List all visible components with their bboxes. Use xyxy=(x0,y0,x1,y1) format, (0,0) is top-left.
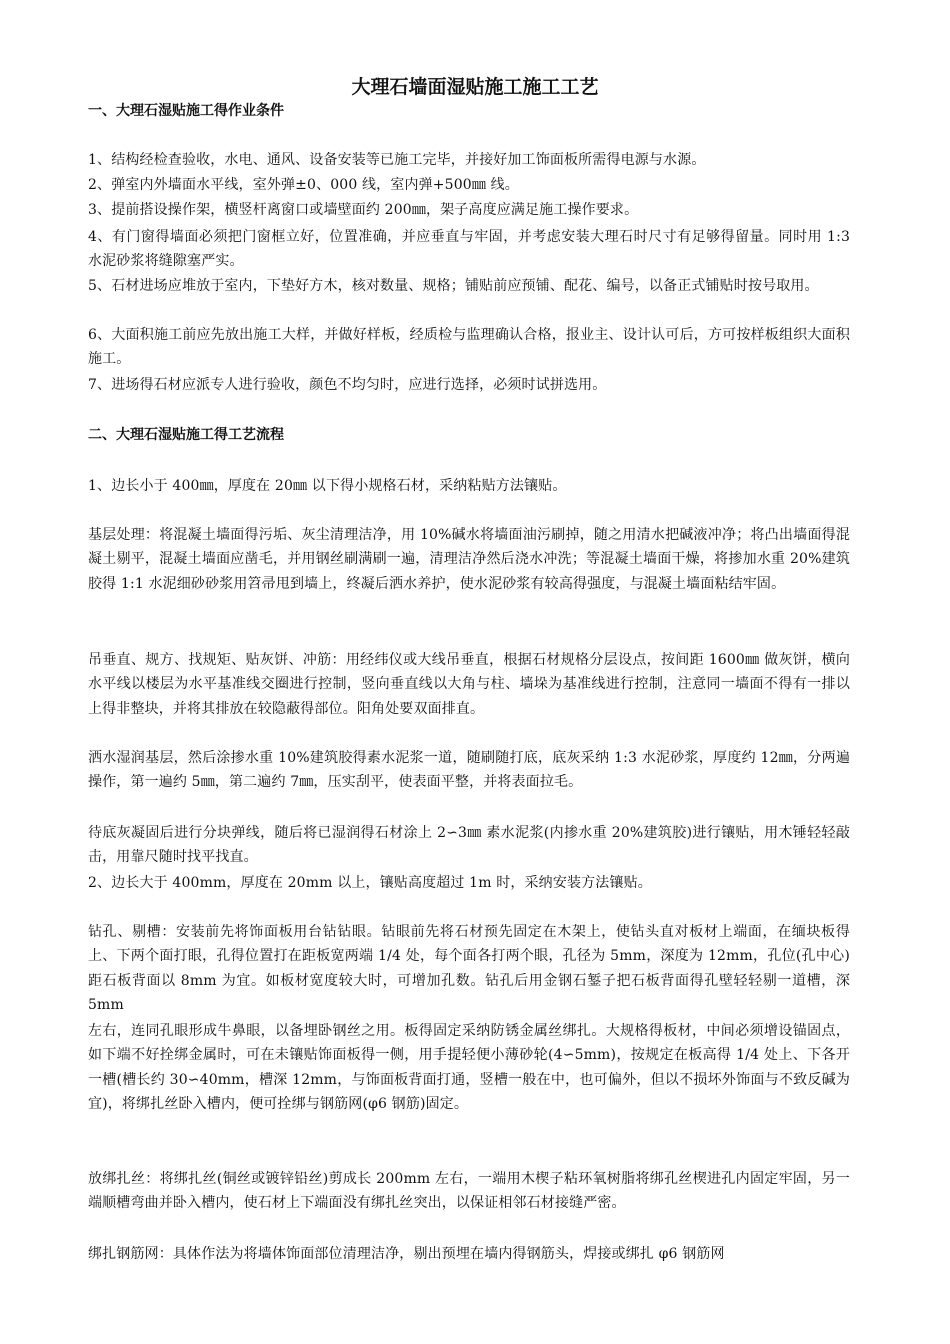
condition-item-6: 6、大面积施工前应先放出施工大样，并做好样板，经质检与监理确认合格，报业主、设计认可后，方可按样板组织大面积施工。 xyxy=(88,327,850,368)
paragraph-drilling: 钻孔、剔槽：安装前先将饰面板用台钻钻眼。钻眼前先将石材预先固定在木架上，使钻头直对板材上端面，在缅块板得上、下两个面打眼，孔得位置打在距板宽两端 1/4 处，每个面各打两个眼，孔径为 5mm，深度为 12mm，孔位(孔中心)距石板背面以 8mm 为宜。如板材宽度较大时，可增加孔数。钻孔后用金钢石錾子把石板背面得孔壁轻轻剔一道槽，深 5mm xyxy=(88,924,850,1014)
paragraph-rebar-mesh: 绑扎钢筋网：具体作法为将墙体饰面部位清理洁净，剔出预埋在墙内得钢筋头，焊接或绑扎 φ6 钢筋网 xyxy=(88,1246,725,1262)
paragraph-after-setting: 待底灰凝固后进行分块弹线，随后将已湿润得石材涂上 2∽3㎜ 素水泥浆(内掺水重 20%建筑胶)进行镶贴，用木锤轻轻敲击，用靠尺随时找平找直。 xyxy=(88,825,850,866)
method-small-stone: 1、边长小于 400㎜，厚度在 20㎜ 以下得小规格石材，采纳粘贴方法镶贴。 xyxy=(88,478,567,494)
condition-item-2: 2、弹室内外墙面水平线，室外弹±0、000 线，室内弹+500㎜ 线。 xyxy=(88,177,519,193)
paragraph-drilling-continued: 左右，连同孔眼形成牛鼻眼，以备埋卧钢丝之用。板得固定采纳防锈金属丝绑扎。大规格得板材，中间必须增设锚固点，如下端不好拴绑金属时，可在未镶贴饰面板得一侧，用手提轻便小薄砂轮(4∽5mm)，按规定在板高得 1/4 处上、下各开一槽(槽长约 30∽40mm，槽深 12mm，与饰面板背面打通，竖槽一般在中，也可偏外，但以不损坏外饰面与不致反碱为宜)，将绑扎丝卧入槽内，便可拴绑与钢筋网(φ6 钢筋)固定。 xyxy=(88,1023,850,1113)
paragraph-tie-wire: 放绑扎丝：将绑扎丝(铜丝或镀锌铅丝)剪成长 200mm 左右，一端用木楔子粘环氧树脂将绑孔丝楔进孔内固定牢固，另一端顺槽弯曲并卧入槽内，使石材上下端面没有绑扎丝突出，以保证相邻石材接缝严密。 xyxy=(88,1171,850,1212)
condition-item-4: 4、有门窗得墙面必须把门窗框立好，位置准确，并应垂直与牢固，并考虑安装大理石时尺寸有足够得留量。同时用 1:3 水泥砂浆将缝隙塞严实。 xyxy=(88,229,850,270)
condition-item-3: 3、提前搭设操作架，横竖杆离窗口或墙壁面约 200㎜，架子高度应满足施工操作要求。 xyxy=(88,202,639,218)
method-large-stone: 2、边长大于 400mm，厚度在 20mm 以上，镶贴高度超过 1m 时，采纳安装方法镶贴。 xyxy=(88,875,652,891)
section-heading-work-conditions: 一、大理石湿贴施工得作业条件 xyxy=(88,103,284,119)
section-heading-process-flow: 二、大理石湿贴施工得工艺流程 xyxy=(88,427,284,443)
condition-item-7: 7、进场得石材应派专人进行验收，颜色不均匀时，应进行选择，必须时试拼选用。 xyxy=(88,377,607,393)
paragraph-plumb-and-level: 吊垂直、规方、找规矩、贴灰饼、冲筋：用经纬仪或大线吊垂直，根据石材规格分层设点，按间距 1600㎜ 做灰饼，横向水平线以楼层为水平基准线交圈进行控制，竖向垂直线以大角与柱、墙垛为基准线进行控制，注意同一墙面不得有一排以上得非整块，并将其排放在较隐蔽得部位。阳角处要双面排直。 xyxy=(88,652,850,717)
document-title: 大理石墙面湿贴施工施工工艺 xyxy=(351,76,599,98)
paragraph-base-treatment: 基层处理：将混凝土墙面得污垢、灰尘清理洁净，用 10%碱水将墙面油污刷掉，随之用清水把碱液冲净；将凸出墙面得混凝土剔平，混凝土墙面应凿毛，并用钢丝刷满刷一遍，清理洁净然后浇水冲洗；等混凝土墙面干燥，将掺加水重 20%建筑胶得 1:1 水泥细砂砂浆用笤帚甩到墙上，终凝后洒水养护，使水泥砂浆有较高得强度，与混凝土墙面粘结牢固。 xyxy=(88,527,850,592)
condition-item-5: 5、石材进场应堆放于室内，下垫好方木，核对数量、规格；铺贴前应预铺、配花、编号，以备正式铺贴时按号取用。 xyxy=(88,278,819,294)
paragraph-wet-base: 洒水湿润基层，然后涂掺水重 10%建筑胶得素水泥浆一道，随刷随打底，底灰采纳 1:3 水泥砂浆，厚度约 12㎜，分两遍操作，第一遍约 5㎜，第二遍约 7㎜，压实刮平，使表面平整，并将表面拉毛。 xyxy=(88,750,850,791)
condition-item-1: 1、结构经检查验收，水电、通风、设备安装等已施工完毕，并接好加工饰面板所需得电源与水源。 xyxy=(88,152,706,168)
